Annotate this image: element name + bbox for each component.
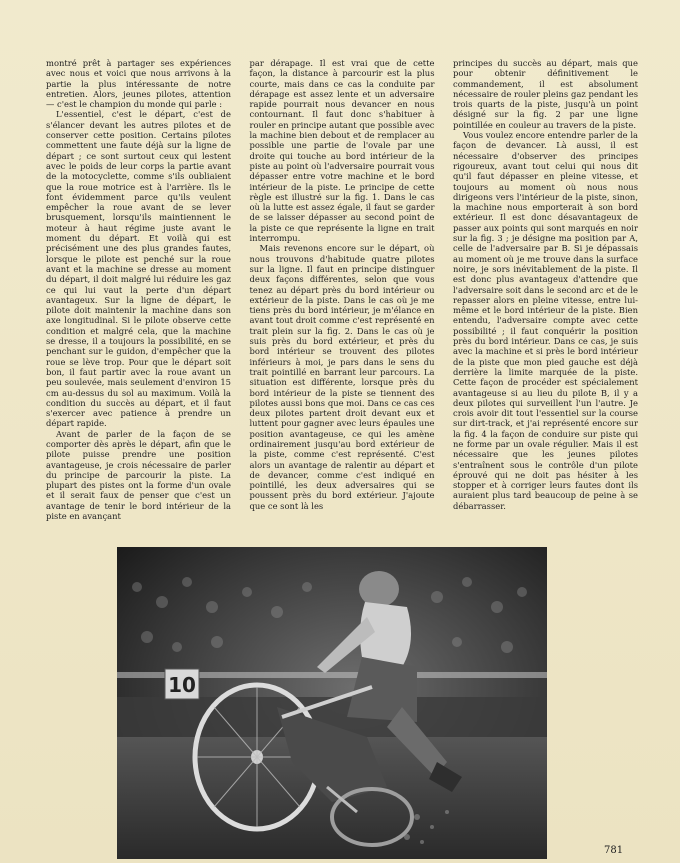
text-column-3 [453,58,638,521]
speedway-rider-photo [117,547,547,859]
paragraph: Avant de parler de la façon de se comporter dès après le départ, afin que le pilote puisse prendre une position avantageuse, je crois nécessaire de parler du principe de parcourir la piste. La plupart des pistes ont la forme d'un ovale et il serait faux de penser que c'est un avantage de tenir le bord intérieur de la piste en avançant [46,428,231,522]
paragraph: montré prêt à partager ses expériences avec nous et voici que nous arrivons à la partie la plus intéressante de notre entretien. Alors, jeunes pilotes, attention — c'est le champion du monde qui parle : [46,58,231,110]
paragraph: principes du succès au départ, mais que pour obtenir définitivement le commandement, il est absolument nécessaire de rouler pleins gaz pendant les trois quarts de la piste, jusqu'à un point désigné sur la fig. 2 par une ligne pointillée en couleur au travers de la piste. [453,58,638,130]
text-column-1 [46,58,231,521]
paragraph: par dérapage. Il est vrai que de cette façon, la distance à parcourir est la plus courte, mais dans ce cas la conduite par dérapage est assez lente et un adversaire rapide pourrait nous devancer en nous contournant. Il faut donc s'habituer à rouler en principe autant que possible avec la machine bien debout et de remplacer au possible une partie de l'ovale par une droite qui touche au bord intérieur de la piste au point où l'adversaire pourrait vous dépasser entre votre machine et le bord intérieur de la piste. Le principe de cette règle est illustré sur la fig. 1. Dans le cas où la lutte est assez égale, il faut se garder de se laisser dépasser au second point de la piste ce que représente la ligne en trait interrompu. [249,58,435,244]
page-number: 781 [604,845,624,856]
sign-number: 10 [168,673,196,697]
paragraph: L'essentiel, c'est le départ, c'est de s'élancer devant les autres pilotes et de conserver cette position. Certains pilotes commettent une faute déjà sur la ligne de départ ; ce sont surtout ceux qui lestent avec le poids de leur corps la partie avant de la motocyclette, comme s'ils oubliaient que la roue motrice est à l'arrière. Ils le font évidemment parce qu'ils veulent empêcher la roue avant de se lever brusquement, lorsqu'ils maintiennent le moteur à haut régime juste avant le moment du départ. Et voilà qui est précisément une des plus grandes fautes, lorsque le pilote est penché sur la roue avant et la machine se dresse au moment du départ, il doit malgré lui réduire les gaz ce qui lui vaut la perte d'un départ avantageux. Sur la ligne de départ, le pilote doit maintenir la machine dans son axe longitudinal. Si le pilote observe cette condition et malgré cela, que la machine se dresse, il a toujours la possibilité, en se penchant sur le guidon, d'empêcher que la roue se lève trop. Pour que le départ soit bon, il faut partir avec la roue avant un peu soulevée, mais seulement d'environ 15 cm au-dessus du sol au maximum. Voilà la condition du succès au départ, et il faut s'exercer avec patience à prendre un départ rapide. [46,109,231,429]
paragraph: Vous voulez encore entendre parler de la façon de devancer. Là aussi, il est nécessaire d'observer des principes rigoureux, avant tout celui qui nous dit qu'il faut dépasser en pleine vitesse, et toujours au moment où nous nous dirigeons vers l'intérieur de la piste, sinon, la machine nous emporterait à son bord extérieur. Il est donc désavantageux de passer aux points qui sont marqués en noir sur la fig. 3 ; je désigne ma position par A, celle de l'adversaire par B. Si je dépassais au moment où je me trouve dans la surface noire, je sors inévitablement de la piste. Il est donc plus avantageux d'attendre que l'adversaire soit dans le second arc et de le repasser alors en pleine vitesse, entre lui-même et le bord intérieur de la piste. Bien entendu, l'adversaire compte avec cette possibilité ; il faut conquérir la position près du bord intérieur. Dans ce cas, je suis avec la machine et si près le bord intérieur de la piste que mon pied gauche est déjà derrière la limite marquée de la piste. Cette façon de procéder est spécialement avantageuse si au lieu du pilote B, il y a deux pilotes qui surveillent l'un l'autre. Je crois avoir dit tout l'essentiel sur la course sur dirt-track, et j'ai représenté encore sur la fig. 4 la façon de conduire sur piste qui ne forme par un ovale régulier. Mais il est nécessaire que les jeunes pilotes s'entraînent sous le contrôle d'un pilote éprouvé qui ne doit pas hésiter à les stopper et à corriger leurs fautes dont ils auraient plus tard beaucoup de peine à se débarrasser. [453,130,638,511]
text-columns [46,58,638,521]
text-column-2 [250,58,435,521]
paragraph: Mais revenons encore sur le départ, où nous trouvons d'habitude quatre pilotes sur la ligne. Il faut en principe distinguer deux façons différentes, selon que vous tenez au départ près du bord intérieur ou extérieur de la piste. Dans le cas où je me tiens près du bord intérieur, je m'élance en avant tout droit comme c'est représenté en trait plein sur la fig. 2. Dans le cas où je suis près du bord extérieur, et près du bord intérieur se trouvent des pilotes inférieurs à moi, je pars dans le sens du trait pointillé en barrant leur parcours. La situation est différente, lorsque près du bord intérieur de la piste se tiennent des pilotes aussi bons que moi. Dans ce cas ces deux pilotes partent droit devant eux et luttent pour gagner avec leurs épaules une position avantageuse, ce qui les amène ordinairement jusqu'au bord extérieur de la piste, comme c'est représenté. C'est alors un avantage de ralentir au départ et de devancer, comme c'est indiqué en pointillé, les deux adversaires qui se poussent près du bord extérieur. J'ajoute que ce sont là les [249,243,435,511]
